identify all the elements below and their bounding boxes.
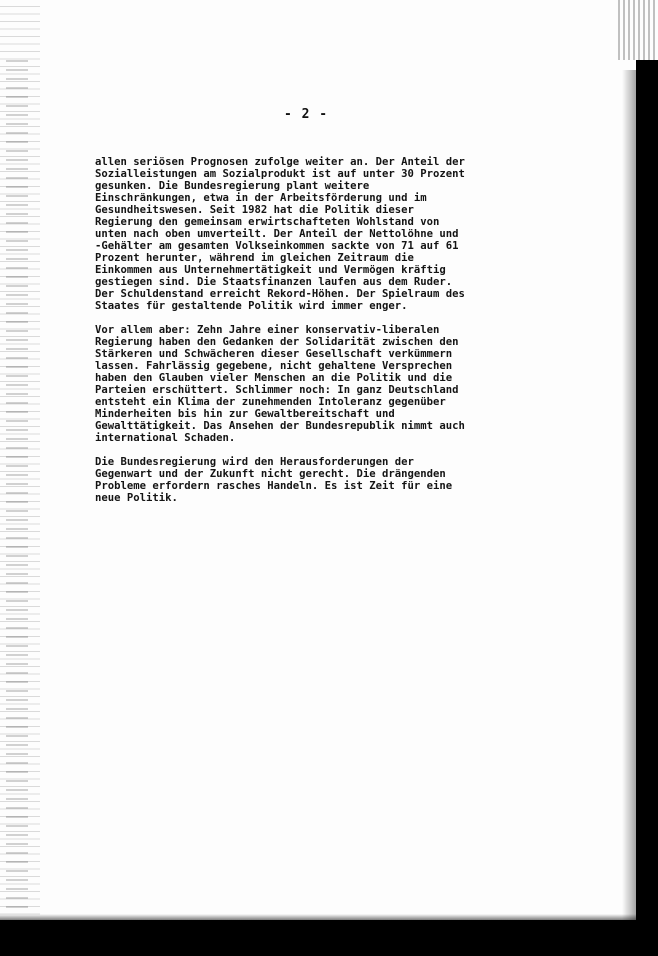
document-body	[95, 156, 525, 516]
paragraph-2	[95, 324, 525, 444]
text-line: -Gehälter am gesamten Volkseinkommen sackte von 71 auf 61	[95, 240, 459, 252]
text-line: Regierung den gemeinsam erwirtschafteten Wohlstand von	[95, 216, 440, 228]
paragraph-1	[95, 156, 525, 312]
text-line: entsteht ein Klima der zunehmenden Intoleranz gegenüber	[95, 396, 446, 408]
text-line: Regierung haben den Gedanken der Solidarität zwischen den	[95, 336, 459, 348]
scan-right-border	[636, 60, 658, 956]
text-line: haben den Glauben vieler Menschen an die Politik und die	[95, 372, 453, 384]
text-line: Sozialleistungen am Sozialprodukt ist auf unter 30 Prozent	[95, 168, 465, 180]
text-line: international Schaden.	[95, 432, 236, 444]
text-line: Probleme erfordern rasches Handeln. Es ist Zeit für eine	[95, 480, 453, 492]
text-line: Gewalttätigkeit. Das Ansehen der Bundesrepublik nimmt auch	[95, 420, 465, 432]
page-number: - 2 -	[284, 107, 329, 122]
text-line: gestiegen sind. Die Staatsfinanzen laufen aus dem Ruder.	[95, 276, 453, 288]
text-line: Die Bundesregierung wird den Herausforderungen der	[95, 456, 414, 468]
text-line: Staates für gestaltende Politik wird immer enger.	[95, 300, 408, 312]
paragraph-3	[95, 456, 525, 504]
text-line: Stärkeren und Schwächeren dieser Gesellschaft verkümmern	[95, 348, 453, 360]
text-line: unten nach oben umverteilt. Der Anteil der Nettolöhne und	[95, 228, 459, 240]
text-line: Parteien erschüttert. Schlimmer noch: In ganz Deutschland	[95, 384, 459, 396]
text-line: lassen. Fahrlässig gegebene, nicht gehaltene Versprechen	[95, 360, 453, 372]
text-line: Prozent herunter, während im gleichen Zeitraum die	[95, 252, 414, 264]
text-line: gesunken. Die Bundesregierung plant weitere	[95, 180, 370, 192]
scan-left-edge-noise	[6, 60, 28, 910]
text-line: Gesundheitswesen. Seit 1982 hat die Politik dieser	[95, 204, 414, 216]
text-line: neue Politik.	[95, 492, 178, 504]
text-line: Einkommen aus Unternehmertätigkeit und Vermögen kräftig	[95, 264, 446, 276]
text-line: Einschränkungen, etwa in der Arbeitsförderung und im	[95, 192, 427, 204]
text-line: Gegenwart und der Zukunft nicht gerecht. Die drängenden	[95, 468, 446, 480]
scan-top-right-artifact	[618, 0, 658, 60]
scan-bottom-border	[0, 920, 658, 956]
text-line: allen seriösen Prognosen zufolge weiter an. Der Anteil der	[95, 156, 465, 168]
text-line: Vor allem aber: Zehn Jahre einer konservativ-liberalen	[95, 324, 440, 336]
text-line: Der Schuldenstand erreicht Rekord-Höhen. Der Spielraum des	[95, 288, 465, 300]
scan-right-shadow	[622, 70, 636, 950]
text-line: Minderheiten bis hin zur Gewaltbereitschaft und	[95, 408, 395, 420]
